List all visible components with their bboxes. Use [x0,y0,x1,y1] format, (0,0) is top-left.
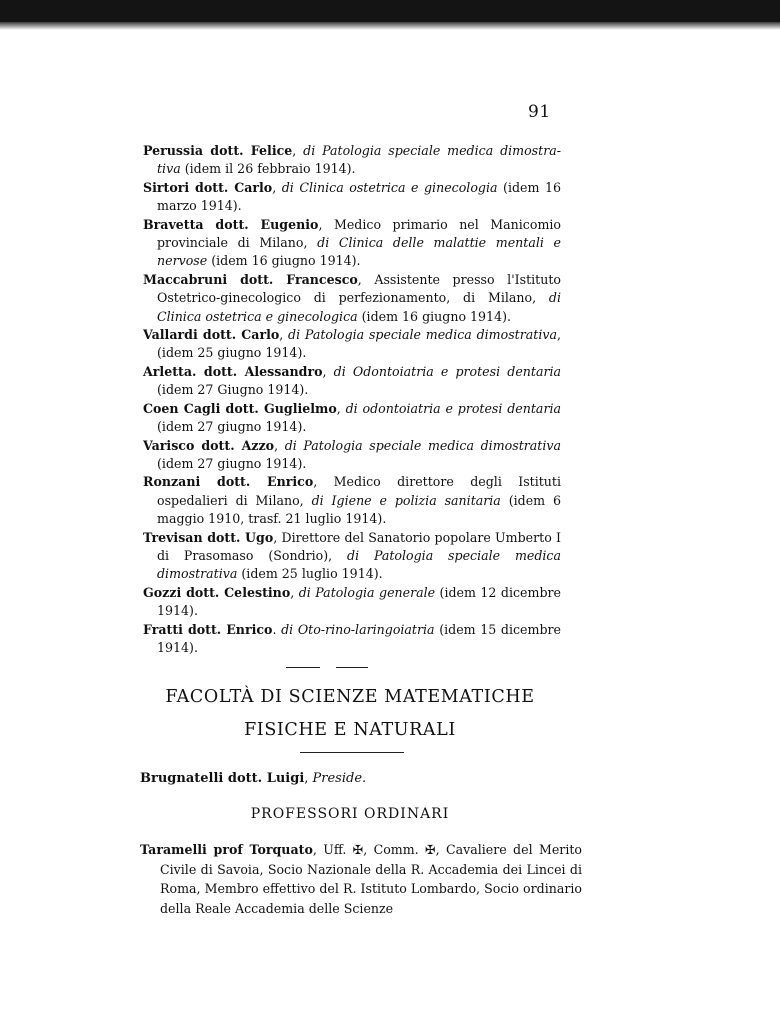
entry-date: (idem 27 Giugno 1914). [157,382,309,398]
list-item: Coen Cagli dott. Guglielmo, di odontoiatria e protesi dentaria (idem 27 giugno 1914). [143,400,561,435]
entry-subject: di Clinica ostetrica e ginecologia [281,179,498,195]
entry-name: Varisco dott. Azzo [143,437,275,453]
list-item: Perussia dott. Felice, di Patologia speciale medica dimostra-tiva (idem il 26 febbraio 1914). [143,143,561,177]
section-heading: PROFESSORI ORDINARI [250,806,450,822]
dean-role: Preside. [312,771,367,786]
dean-line: Brugnatelli dott. Luigi, Preside. [140,771,367,786]
section-divider-left [286,667,320,668]
entry-subject: di Igiene e polizia sanitaria [311,492,501,508]
entry-subject: di Oto-rino-laringoiatria [281,621,435,637]
entry-name: Gozzi dott. Celestino [143,584,291,600]
entry-subject: di Patologia speciale medica dimostrativa [157,547,561,582]
entry-subject: di Clinica ostetrica e ginecologica [157,290,561,324]
entry-subject: di Patologia speciale medica dimostrativa [288,327,557,343]
entry-name: Vallardi dott. Carlo [143,327,280,343]
appointment-list [143,142,561,657]
entry-date: , (idem 25 giugno 1914). [157,327,561,361]
list-item: Arletta. dott. Alessandro, di Odontoiatria e protesi dentaria (idem 27 Giugno 1914). [143,363,562,398]
list-item: Sirtori dott. Carlo, di Clinica ostetrica e ginecologia (idem 16 marzo 1914). [143,179,561,214]
entry-name: Fratti dott. Enrico [143,621,273,637]
faculty-title-line1: FACOLTÀ DI SCIENZE MATEMATICHE [165,687,535,707]
list-item: Bravetta dott. Eugenio, Medico primario nel Manicomio provinciale di Milano, di Clinica delle malattie mentali e nervose (idem 16 giugno 1914). [143,216,561,269]
faculty-title-line2: FISICHE E NATURALI [244,720,456,740]
list-item: Ronzani dott. Enrico, Medico direttore degli Istituti ospedalieri di Milano, di Igiene e polizia sanitaria (idem 6 maggio 1910, trasf. 21 luglio 1914). [143,474,562,527]
entry-subject: di Patologia speciale medica dimostra-tiva [157,143,561,177]
entry-date: (idem 12 dicembre 1914). [157,584,561,619]
entry-subject: di Patologia speciale medica dimostrativa [284,437,561,453]
entry-date: (idem 27 giugno 1914). [157,455,307,471]
page-number: 91 [528,102,551,122]
entry-date: (idem 6 maggio 1910, trasf. 21 luglio 1914). [157,492,561,527]
entry-date: (idem 25 luglio 1914). [237,566,383,582]
entry-date: (idem 15 dicembre 1914). [157,621,561,655]
entry-name: Bravetta dott. Eugenio [143,216,319,232]
entry-name: Sirtori dott. Carlo [143,179,273,195]
entry-name: Arletta. dott. Alessandro [143,363,323,379]
entry-subject: di odontoiatria e protesi dentaria [345,400,561,416]
entry-subject: di Odontoiatria e protesi dentaria [333,363,562,379]
entry-role: Medico direttore degli Istituti ospedalieri di Milano, [157,474,562,508]
list-item: Fratti dott. Enrico. di Oto-rino-laringoiatria (idem 15 dicembre 1914). [143,621,561,655]
dean-name: Brugnatelli dott. Luigi [140,771,305,786]
entry-role: Direttore del Sanatorio popolare Umberto I di Prasomaso (Sondrio), [157,529,561,563]
entry-date: (idem 16 giugno 1914). [357,308,511,324]
scan-top-border [0,0,780,22]
entry-name: Maccabruni dott. Francesco [143,271,358,287]
entry-name: Ronzani dott. Enrico [143,474,314,490]
entry-subject: di Patologia generale [298,584,436,600]
entry-date: (idem 16 giugno 1914). [207,253,361,269]
entry-date: (idem 27 giugno 1914). [157,419,307,435]
professor-entry [140,840,582,918]
entry-role: Assistente presso l'Istituto Ostetrico-ginecologico di perfezionamento, di Milano, [157,271,561,306]
entry-date: (idem 16 marzo 1914). [157,179,561,214]
title-underline [300,752,404,753]
entry-name: Perussia dott. Felice [143,143,293,158]
entry-subject: di Clinica delle malattie mentali e nervose [157,235,561,269]
entry-date: (idem il 26 febbraio 1914). [180,161,356,177]
list-item: Trevisan dott. Ugo, Direttore del Sanatorio popolare Umberto I di Prasomaso (Sondrio), di Patologia speciale medica dimostrativa (idem 25 luglio 1914). [143,529,561,582]
list-item: Maccabruni dott. Francesco, Assistente presso l'Istituto Ostetrico-ginecologico di perfezionamento, di Milano, di Clinica ostetrica e ginecologica (idem 16 giugno 1914). [143,271,561,324]
list-item: Varisco dott. Azzo, di Patologia speciale medica dimostrativa (idem 27 giugno 1914). [143,437,561,471]
professor-name: Taramelli prof Torquato [140,842,313,857]
list-item: Gozzi dott. Celestino, di Patologia generale (idem 12 dicembre 1914). [143,584,561,619]
professor-honours: , Uff. ✠, Comm. ✠, Cavaliere del Merito Civile di Savoia, Socio Nazionale della R. Accademia dei Lincei di Roma, Membro effettivo del R. Istituto Lombardo, Socio ordinario della Reale Accademia delle Scienze [160,842,582,916]
section-divider-right [336,667,368,668]
entry-name: Coen Cagli dott. Guglielmo [143,400,337,416]
entry-role: Medico primario nel Manicomio provinciale di Milano, [157,216,561,251]
entry-name: Trevisan dott. Ugo [143,529,274,545]
list-item: Vallardi dott. Carlo, di Patologia speciale medica dimostrativa, (idem 25 giugno 1914). [143,327,561,361]
